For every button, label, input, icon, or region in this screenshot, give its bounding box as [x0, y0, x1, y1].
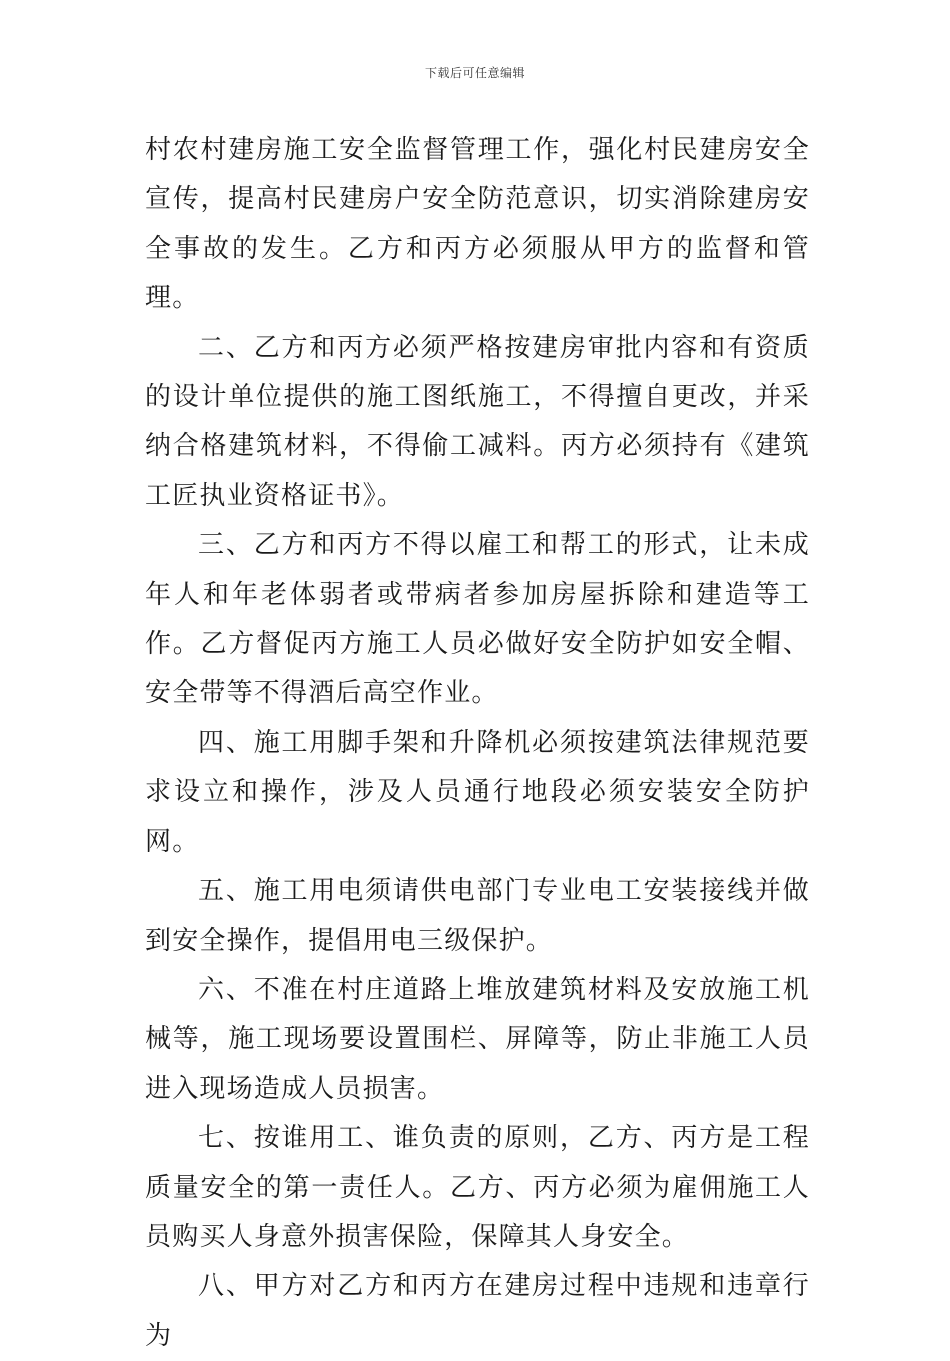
- paragraph-clause-8: 八、甲方对乙方和丙方在建房过程中违规和违章行为: [145, 1271, 810, 1351]
- paragraph-clause-4: 四、施工用脚手架和升降机必须按建筑法律规范要求设立和操作，涉及人员通行地段必须安装安全防护网。: [145, 727, 810, 857]
- paragraph-clause-6: 六、不准在村庄道路上堆放建筑材料及安放施工机械等，施工现场要设置围栏、屏障等，防止非施工人员进入现场造成人员损害。: [145, 974, 810, 1104]
- paragraph-clause-7: 七、按谁用工、谁负责的原则，乙方、丙方是工程质量安全的第一责任人。乙方、丙方必须为雇佣施工人员购买人身意外损害保险，保障其人身安全。: [145, 1123, 810, 1252]
- paragraph-clause-2: 二、乙方和丙方必须严格按建房审批内容和有资质的设计单位提供的施工图纸施工，不得擅自更改，并采纳合格建筑材料，不得偷工减料。丙方必须持有《建筑工匠执业资格证书》。: [145, 332, 810, 511]
- paragraph-clause-5: 五、施工用电须请供电部门专业电工安装接线并做到安全操作，提倡用电三级保护。: [145, 876, 810, 956]
- paragraph-1: 村农村建房施工安全监督管理工作，强化村民建房安全宣传，提高村民建房户安全防范意识，切实消除建房安全事故的发生。乙方和丙方必须服从甲方的监督和管理。: [145, 135, 810, 314]
- document-body: [145, 126, 810, 1361]
- page-header-note: 下载后可任意编辑: [424, 66, 525, 80]
- paragraph-clause-3: 三、乙方和丙方不得以雇工和帮工的形式，让未成年人和年老体弱者或带病者参加房屋拆除和建造等工作。乙方督促丙方施工人员必做好安全防护如安全帽、安全带等不得酒后高空作业。: [145, 530, 810, 709]
